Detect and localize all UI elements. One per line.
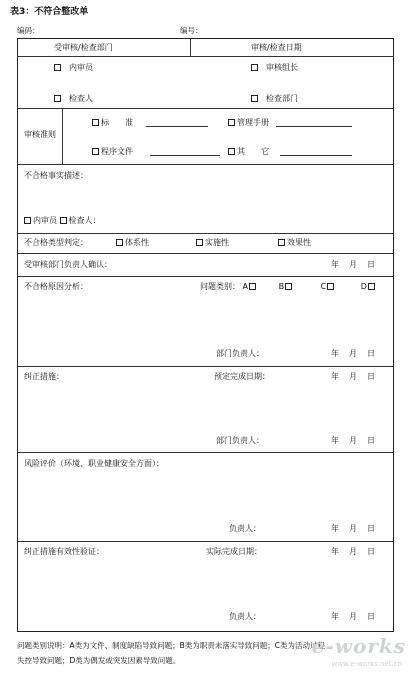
other-checkbox[interactable] [228,148,235,155]
row-divider [17,276,394,277]
code-label: 编码： [17,26,40,35]
type-effectiveness-checkbox[interactable] [278,239,285,246]
manual-checkbox[interactable] [228,119,235,126]
row-divider [17,164,394,165]
footnote-line-1: 问题类别说明：A类为文件、制度缺陷导致问题；B类为职责未落实导致问题；C类为活动过程 [17,641,326,650]
description-auditor-label: 内审员 [33,216,57,225]
planned-date-label: 预定完成日期： [214,372,270,381]
row-divider [17,56,394,57]
watermark-url: www.e-works.net.cn [331,660,402,668]
cause-label: 不合格原因分析： [24,282,88,291]
inspector-checkbox[interactable] [54,95,61,102]
internal-auditor-option[interactable] [54,64,93,72]
column-divider [190,38,191,56]
type-system-option[interactable] [116,239,149,247]
category-label: 问题类别： [200,282,240,291]
inspector-option[interactable] [54,95,93,103]
verification-label: 纠正措施有效性验证： [24,547,104,556]
number-label: 编号： [180,26,203,35]
footnote-line-2: 失控导致问题；D类为偶发或突发因素导致问题。 [17,656,181,665]
audit-leader-option[interactable] [251,64,298,72]
type-implementation-checkbox[interactable] [196,239,203,246]
other-option[interactable] [228,147,352,156]
corrective-signer-label: 部门负责人： [216,436,264,445]
procedure-label: 程序文件 [101,147,133,156]
type-effectiveness-option[interactable] [278,239,311,247]
criteria-label: 审核准则 [24,130,56,139]
standard-label: 标 准 [101,118,133,127]
type-system-label: 体系性 [125,238,149,247]
audit-date-header: 审核/检查日期 [251,43,302,52]
procedure-option[interactable] [92,147,220,156]
audited-dept-header: 受审核/检查部门 [54,43,113,52]
watermark-logo: e-works [311,634,406,658]
row-divider [17,541,394,542]
description-label: 不合格事实描述： [24,171,88,180]
procedure-blank[interactable] [150,147,220,156]
verification-sign-date: 年 月 日 [331,612,375,621]
row-divider [17,366,394,367]
audit-leader-label: 审核组长 [266,63,298,72]
actual-date: 年 月 日 [331,547,375,556]
problem-category: 问题类别： A B C D [200,283,377,291]
other-blank[interactable] [280,147,352,156]
risk-date: 年 月 日 [331,524,375,533]
dept-confirm-label: 受审核部门负责人确认： [24,260,112,269]
category-a-checkbox[interactable] [249,283,256,290]
internal-auditor-checkbox[interactable] [54,64,61,71]
form-title: 表3：不符合整改单 [10,7,89,17]
cause-signer-label: 部门负责人： [216,349,264,358]
row-divider [17,452,394,453]
category-c-checkbox[interactable] [327,283,334,290]
type-label: 不合格类型判定： [24,238,88,247]
manual-option[interactable] [228,118,352,127]
inspection-dept-label: 检查部门 [266,94,298,103]
type-implementation-option[interactable] [196,239,229,247]
verification-signer-label: 负责人： [229,612,261,621]
description-inspector-label: 检查人： [68,216,101,225]
planned-date: 年 月 日 [331,372,375,381]
cause-date: 年 月 日 [331,349,375,358]
description-signers [24,217,101,225]
other-label: 其 它 [237,147,269,156]
corrective-sign-date: 年 月 日 [331,436,375,445]
procedure-checkbox[interactable] [92,148,99,155]
actual-date-label: 实际完成日期： [206,547,262,556]
inspector-label: 检查人 [69,94,93,103]
type-system-checkbox[interactable] [116,239,123,246]
row-divider [17,108,394,109]
internal-auditor-label: 内审员 [69,63,93,72]
description-auditor-checkbox[interactable] [24,217,31,224]
form-table [17,38,394,632]
dept-confirm-date: 年 月 日 [331,260,375,269]
inspection-dept-checkbox[interactable] [251,95,258,102]
standard-blank[interactable] [146,118,208,127]
description-inspector-checkbox[interactable] [60,217,67,224]
risk-signer-label: 负责人： [229,524,261,533]
category-b-checkbox[interactable] [285,283,292,290]
risk-label: 风险评价（环境、职业健康安全方面）： [24,459,164,468]
standard-checkbox[interactable] [92,119,99,126]
type-implementation-label: 实施性 [205,238,229,247]
column-divider [62,108,63,164]
row-divider [17,233,394,234]
audit-leader-checkbox[interactable] [251,64,258,71]
manual-blank[interactable] [276,118,352,127]
corrective-label: 纠正措施： [24,372,64,381]
inspection-dept-option[interactable] [251,95,298,103]
type-effectiveness-label: 效果性 [287,238,311,247]
row-divider [17,253,394,254]
manual-label: 管理手册 [237,118,269,127]
category-d-checkbox[interactable] [368,283,375,290]
standard-option[interactable] [92,118,208,127]
